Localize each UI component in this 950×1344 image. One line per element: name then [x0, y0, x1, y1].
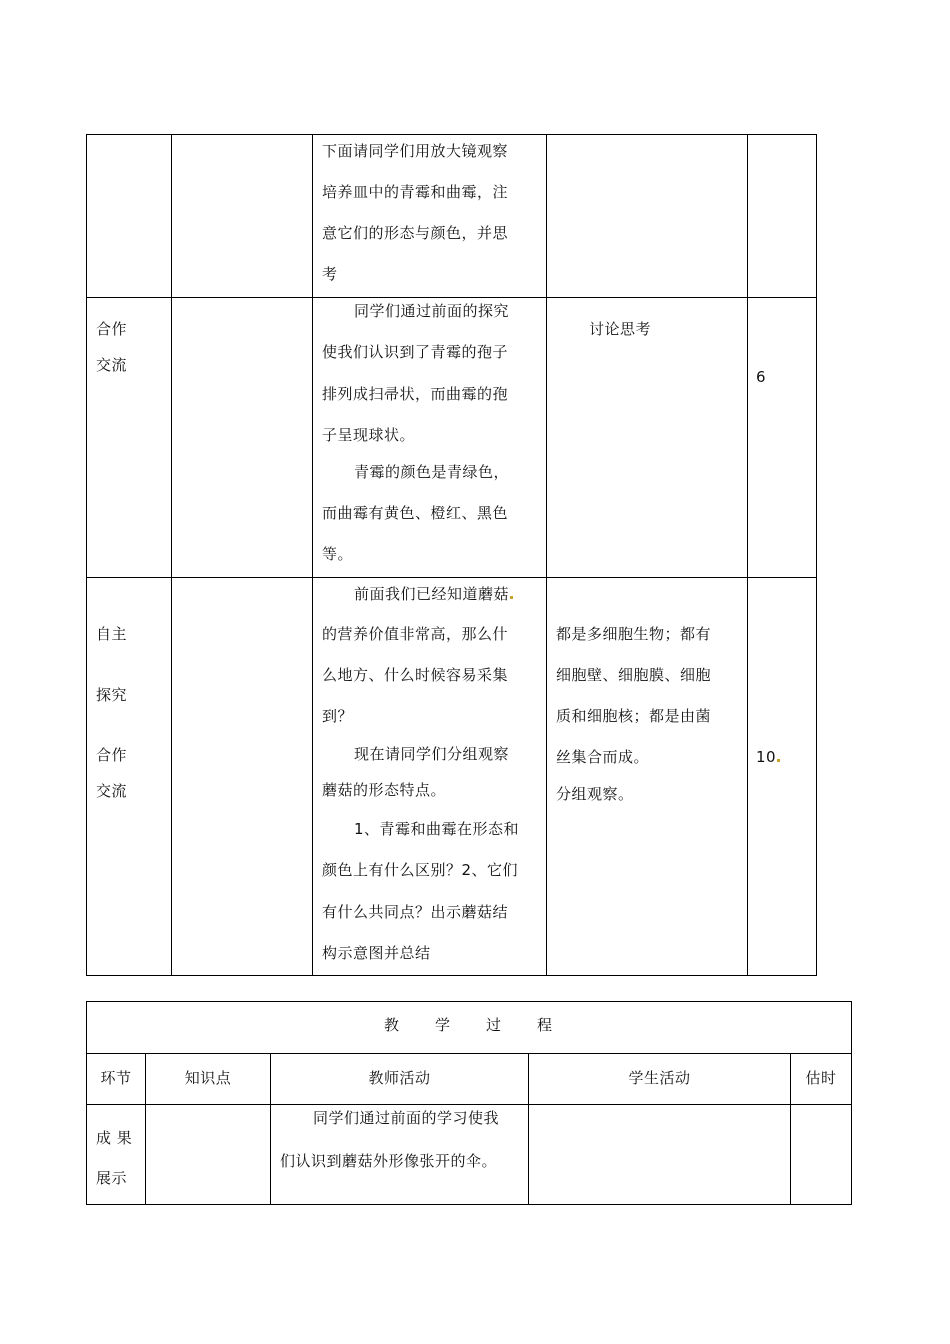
teacher-line [354, 583, 513, 604]
teacher-line: 排列成扫帚状，而曲霉的孢 [322, 385, 509, 403]
stage-label: 探究 [96, 686, 128, 704]
header-cell-teacher [271, 1054, 529, 1105]
student-activity-cell [529, 1105, 791, 1205]
student-line: 讨论思考 [589, 320, 652, 338]
marker-dot [510, 596, 513, 599]
knowledge-cell [172, 298, 313, 578]
teacher-line: 青霉的颜色是青绿色， [354, 463, 510, 481]
header-cell-time [791, 1054, 852, 1105]
teacher-line: 现在请同学们分组观察 [354, 745, 510, 763]
table-row [87, 1105, 852, 1205]
teacher-activity-cell [271, 1105, 529, 1205]
time-value [756, 748, 780, 766]
header-cell-knowledge [146, 1054, 271, 1105]
student-line: 细胞壁、细胞膜、细胞 [556, 666, 712, 684]
stage-label: 自主 [96, 625, 128, 643]
knowledge-cell [172, 135, 313, 298]
table-header-row [87, 1054, 852, 1105]
teacher-line: 同学们通过前面的学习使我 [313, 1109, 500, 1127]
teacher-activity-cell [313, 298, 547, 578]
stage-cell [87, 135, 172, 298]
teaching-process-table [86, 1001, 852, 1205]
table-row [87, 578, 817, 976]
teacher-line: 颜色上有什么区别？2、它们 [322, 861, 519, 879]
time-cell [791, 1105, 852, 1205]
teacher-line: 蘑菇的形态特点。 [322, 781, 447, 799]
column-header: 教师活动 [368, 1069, 431, 1087]
teacher-activity-cell [313, 578, 547, 976]
stage-label: 交流 [96, 356, 128, 374]
teacher-line: 么地方、什么时候容易采集 [322, 666, 509, 684]
table-title-cell [87, 1002, 852, 1054]
table-row [87, 135, 817, 298]
teacher-activity-cell [313, 135, 547, 298]
student-activity-cell [547, 298, 748, 578]
stage-label: 展示 [96, 1169, 128, 1187]
teacher-line: 使我们认识到了青霉的孢子 [322, 343, 509, 361]
column-header: 环节 [100, 1069, 132, 1087]
student-line: 质和细胞核；都是由菌 [556, 707, 712, 725]
header-cell-stage [87, 1054, 146, 1105]
teacher-line: 下面请同学们用放大镜观察 [322, 142, 509, 160]
teacher-line: 考 [322, 265, 338, 283]
student-activity-cell [547, 135, 748, 298]
teacher-line: 培养皿中的青霉和曲霉，注 [322, 183, 509, 201]
table-title: 教 学 过 程 [384, 1016, 555, 1034]
stage-label: 交流 [96, 782, 128, 800]
time-cell [748, 135, 817, 298]
marker-dot [777, 759, 780, 762]
stage-label: 合作 [96, 746, 128, 764]
table-row [87, 298, 817, 578]
teacher-line: 同学们通过前面的探究 [354, 302, 510, 320]
stage-cell [87, 1105, 146, 1205]
student-line: 都是多细胞生物；都有 [556, 625, 712, 643]
teacher-line: 1、青霉和曲霉在形态和 [354, 820, 520, 838]
lesson-table-continued [86, 134, 817, 976]
teacher-line: 们认识到蘑菇外形像张开的伞。 [280, 1152, 498, 1170]
column-header: 知识点 [184, 1069, 232, 1087]
time-cell [748, 298, 817, 578]
time-value-text: 10 [756, 748, 777, 766]
knowledge-cell [172, 578, 313, 976]
column-header: 学生活动 [628, 1069, 691, 1087]
column-header: 估时 [805, 1069, 837, 1087]
teacher-line: 意它们的形态与颜色，并思 [322, 224, 509, 242]
header-cell-student [529, 1054, 791, 1105]
teacher-line: 子呈现球状。 [322, 426, 416, 444]
teacher-line: 构示意图并总结 [322, 944, 431, 962]
teacher-line: 而曲霉有黄色、橙红、黑色 [322, 504, 509, 522]
teacher-line: 等。 [322, 545, 354, 563]
student-line: 丝集合而成。 [556, 748, 650, 766]
teacher-line: 到？ [322, 707, 354, 725]
time-cell [748, 578, 817, 976]
student-line: 分组观察。 [556, 785, 634, 803]
time-value: 6 [756, 368, 767, 386]
stage-label: 合作 [96, 320, 128, 338]
student-activity-cell [547, 578, 748, 976]
knowledge-cell [146, 1105, 271, 1205]
stage-label: 成 果 [96, 1129, 133, 1147]
teacher-line-text: 前面我们已经知道蘑菇 [354, 585, 510, 603]
teacher-line: 有什么共同点？出示蘑菇结 [322, 903, 509, 921]
teacher-line: 的营养价值非常高，那么什 [322, 625, 509, 643]
table-title-row [87, 1002, 852, 1054]
stage-cell [87, 578, 172, 976]
stage-cell [87, 298, 172, 578]
